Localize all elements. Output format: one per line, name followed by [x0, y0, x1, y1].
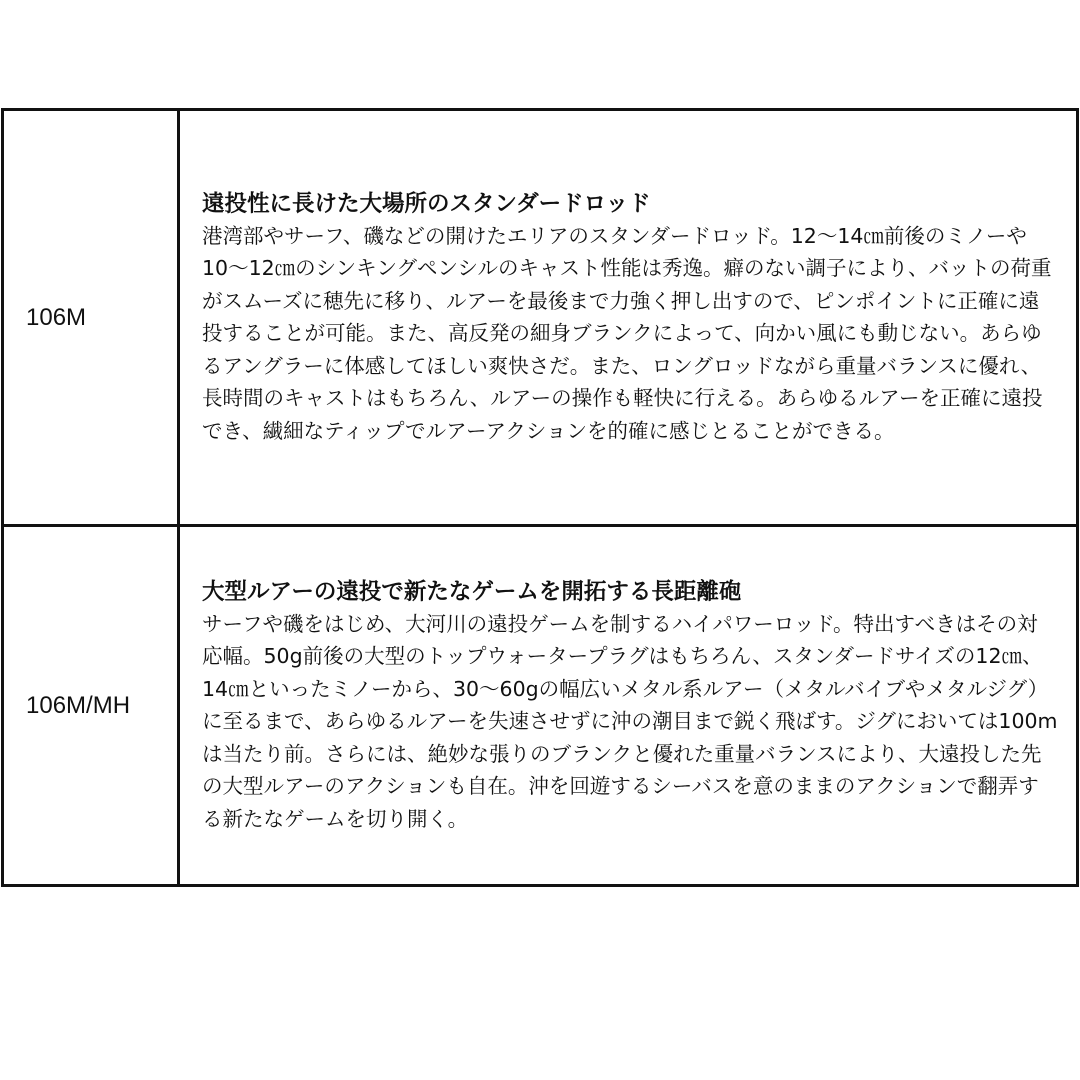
description-title: 遠投性に長けた大場所のスタンダードロッド [202, 190, 651, 217]
table-row [3, 526, 1078, 886]
model-name-cell [3, 110, 179, 526]
description-body: 港湾部やサーフ、磯などの開けたエリアのスタンダードロッド。12〜14㎝前後のミノーや10〜12㎝のシンキングペンシルのキャスト性能は秀逸。癖のない調子により、バットの荷重がスムーズに穂先に移り、ルアーを最後まで力強く押し出すので、ピンポイントに正確に遠投することが可能。また、高反発の細身ブランクによって、向かい風にも動じない。あらゆるアングラーに体感してほしい爽快さだ。また、ロングロッドながら重量バランスに優れ、長時間のキャストはもちろん、ルアーの操作も軽快に行える。あらゆるルアーを正確に遠投でき、繊細なティップでルアーアクションを的確に感じとることができる。 [202, 223, 1052, 443]
model-name: 106M [26, 303, 87, 331]
description-cell [179, 526, 1078, 886]
table-row [3, 110, 1078, 526]
description-cell [179, 110, 1078, 526]
description-body: サーフや磯をはじめ、大河川の遠投ゲームを制するハイパワーロッド。特出すべきはその対応幅。50g前後の大型のトップウォータープラグはもちろん、スタンダードサイズの12㎝、14㎝といったミノーから、30〜60gの幅広いメタル系ルアー（メタルバイブやメタルジグ）に至るまで、あらゆるルアーを失速させずに沖の潮目まで鋭く飛ばす。ジグにおいては100mは当たり前。さらには、絶妙な張りのブランクと優れた重量バランスにより、大遠投した先の大型ルアーのアクションも自在。沖を回遊するシーバスを意のままのアクションで翻弄する新たなゲームを切り開く。 [202, 611, 1058, 831]
model-name: 106M/MH [26, 691, 131, 719]
description-title: 大型ルアーの遠投で新たなゲームを開拓する長距離砲 [202, 578, 742, 605]
spec-table [1, 108, 1079, 887]
model-name-cell [3, 526, 179, 886]
